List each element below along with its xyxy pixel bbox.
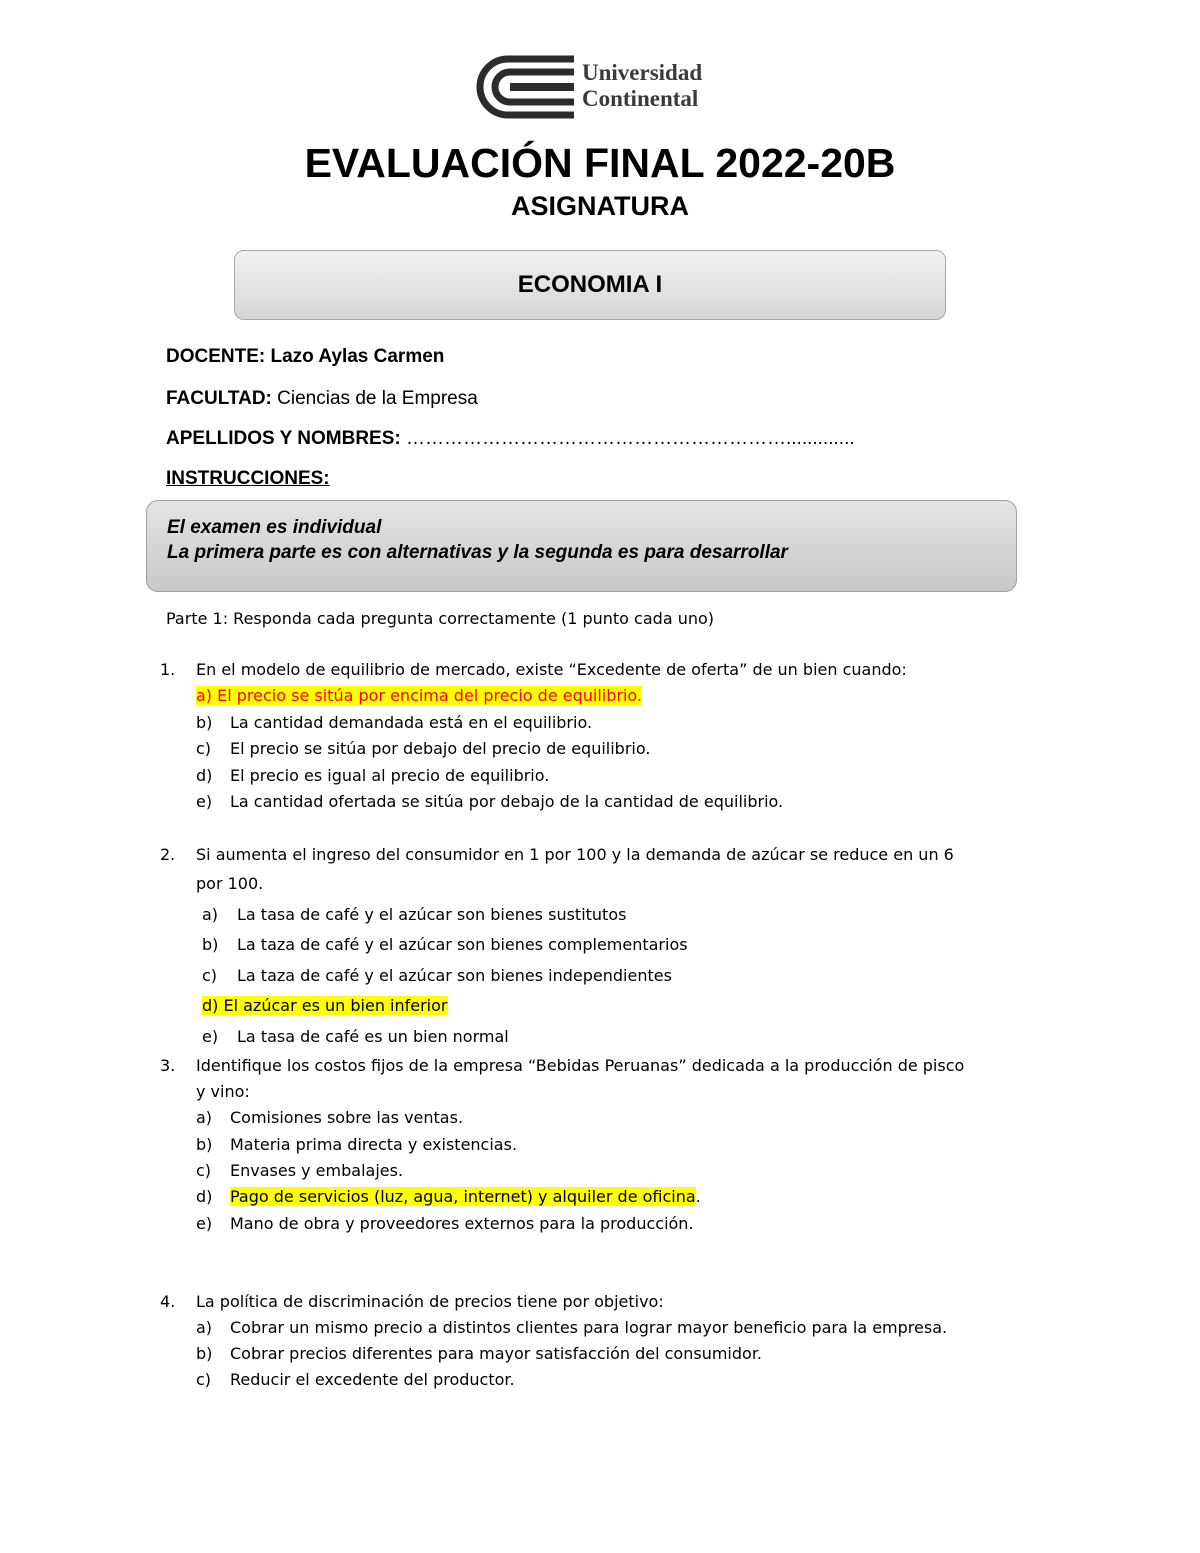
facultad-field xyxy=(166,388,478,410)
q1-option-d: El precio es igual al precio de equilibrio. xyxy=(230,766,550,785)
q1-option-a-text: a) El precio se sitúa por encima del precio de equilibrio. xyxy=(196,686,642,705)
q2-text-1: Si aumenta el ingreso del consumidor en 1 por 100 y la demanda de azúcar se reduce en un 6 xyxy=(196,845,954,864)
q4-option-b-label: b) xyxy=(196,1344,213,1363)
course-name-box xyxy=(234,250,946,320)
q4-option-c-label: c) xyxy=(196,1370,212,1389)
q2-option-b-label: b) xyxy=(202,935,219,954)
q3-text-1: Identifique los costos fijos de la empresa “Bebidas Peruanas” dedicada a la producción de pisco xyxy=(196,1056,965,1075)
docente-value: : Lazo Aylas Carmen xyxy=(258,346,445,367)
q3-option-c-label: c) xyxy=(196,1161,212,1180)
q1-number: 1. xyxy=(160,660,176,679)
q2-option-e-label: e) xyxy=(202,1027,219,1046)
q2-option-d-text: d) El azúcar es un bien inferior xyxy=(202,996,448,1015)
q2-number: 2. xyxy=(160,845,176,864)
part1-heading: Parte 1: Responda cada pregunta correctamente (1 punto cada uno) xyxy=(166,609,715,628)
q3-option-b-label: b) xyxy=(196,1135,213,1154)
facultad-label: FACULTAD: xyxy=(166,388,272,409)
q1-option-c-label: c) xyxy=(196,739,212,758)
q3-option-b: Materia prima directa y existencias. xyxy=(230,1135,518,1154)
q4-number: 4. xyxy=(160,1292,176,1311)
q4-option-b: Cobrar precios diferentes para mayor satisfacción del consumidor. xyxy=(230,1344,763,1363)
q3-option-e-label: e) xyxy=(196,1214,213,1233)
q2-option-a-label: a) xyxy=(202,905,219,924)
q1-option-d-label: d) xyxy=(196,766,213,785)
q4-option-a-label: a) xyxy=(196,1318,213,1337)
q2-option-e: La tasa de café es un bien normal xyxy=(237,1027,509,1046)
apellidos-label: APELLIDOS Y NOMBRES: xyxy=(166,428,401,449)
instrucciones-label: INSTRUCCIONES: xyxy=(166,468,330,489)
course-name: ECONOMIA I xyxy=(517,271,663,298)
apellidos-blank: ……………………………………………………............. xyxy=(400,428,855,449)
q3-option-d-text: Pago de servicios (luz, agua, internet) y alquiler de oficina xyxy=(230,1187,696,1206)
logo-line-2: Continental xyxy=(582,86,699,111)
instrucciones-field xyxy=(166,468,330,490)
q2-option-a: La tasa de café y el azúcar son bienes sustitutos xyxy=(237,905,627,924)
docente-field xyxy=(166,346,444,368)
docente-label: DOCENTE xyxy=(166,346,259,367)
q1-text: En el modelo de equilibrio de mercado, existe “Excedente de oferta” de un bien cuando: xyxy=(196,660,907,679)
q3-option-e: Mano de obra y proveedores externos para la producción. xyxy=(230,1214,694,1233)
exam-title: EVALUACIÓN FINAL 2022-20B xyxy=(304,140,896,186)
q3-option-d-end: . xyxy=(695,1187,701,1206)
q2-option-b: La taza de café y el azúcar son bienes complementarios xyxy=(237,935,688,954)
q3-option-d xyxy=(230,1187,701,1206)
instructions-box xyxy=(146,500,1017,592)
q4-text: La política de discriminación de precios tiene por objetivo: xyxy=(196,1292,664,1311)
q2-option-c: La taza de café y el azúcar son bienes independientes xyxy=(237,966,672,985)
q2-option-c-label: c) xyxy=(202,966,218,985)
facultad-value: Ciencias de la Empresa xyxy=(271,388,478,409)
q4-option-a: Cobrar un mismo precio a distintos clientes para lograr mayor beneficio para la empresa. xyxy=(230,1318,948,1337)
exam-subtitle: ASIGNATURA xyxy=(511,191,689,221)
instruction-line-1: El examen es individual xyxy=(167,517,382,538)
q2-text-2: por 100. xyxy=(196,874,264,893)
q3-number: 3. xyxy=(160,1056,176,1075)
logo-line-1: Universidad xyxy=(582,60,703,85)
instruction-line-2: La primera parte es con alternativas y la segunda es para desarrollar xyxy=(167,542,788,563)
q1-option-a xyxy=(196,686,642,705)
q1-option-c: El precio se sitúa por debajo del precio de equilibrio. xyxy=(230,739,651,758)
apellidos-field xyxy=(166,428,855,450)
q1-option-b: La cantidad demandada está en el equilibrio. xyxy=(230,713,593,732)
q1-option-e: La cantidad ofertada se sitúa por debajo de la cantidad de equilibrio. xyxy=(230,792,784,811)
q1-option-b-label: b) xyxy=(196,713,213,732)
q4-option-c: Reducir el excedente del productor. xyxy=(230,1370,515,1389)
q3-option-d-label: d) xyxy=(196,1187,213,1206)
q2-option-d xyxy=(202,996,448,1015)
q3-option-a: Comisiones sobre las ventas. xyxy=(230,1108,464,1127)
q3-text-2: y vino: xyxy=(196,1082,250,1101)
q3-option-a-label: a) xyxy=(196,1108,213,1127)
q3-option-c: Envases y embalajes. xyxy=(230,1161,404,1180)
logo-wordmark xyxy=(582,60,702,112)
q1-option-e-label: e) xyxy=(196,792,213,811)
